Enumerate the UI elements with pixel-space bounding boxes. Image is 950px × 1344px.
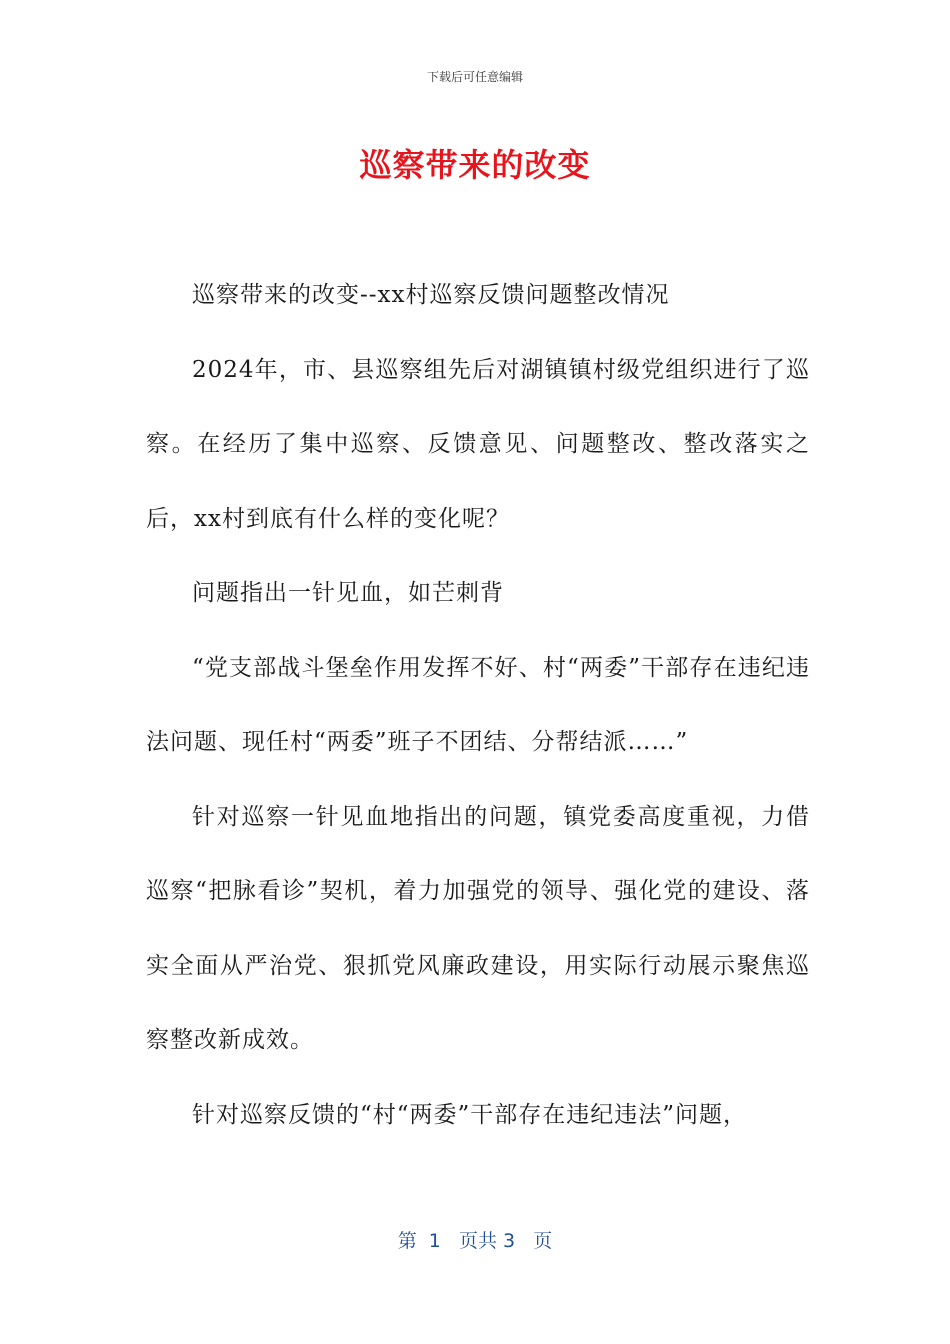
- paragraph-subtitle: 巡察带来的改变--xx村巡察反馈问题整改情况: [192, 282, 670, 308]
- document-title: 巡察带来的改变: [359, 146, 591, 184]
- paragraph-quote: “党支部战斗堡垒作用发挥不好、村“两委”干部存在违纪违法问题、现任村“两委”班子不团结、分帮结派……”: [146, 654, 810, 755]
- paragraph-response: 针对巡察一针见血地指出的问题，镇党委高度重视，力借巡察“把脉看诊”契机，着力加强党的领导、强化党的建设、落实全面从严治党、狠抓党风廉政建设，用实际行动展示聚焦巡察整改新成效。: [146, 803, 810, 1053]
- document-body: [146, 258, 810, 1152]
- paragraph-intro: 2024年，市、县巡察组先后对湖镇镇村级党组织进行了巡察。在经历了集中巡察、反馈意见、问题整改、整改落实之后，xx村到底有什么样的变化呢？: [146, 356, 810, 532]
- paragraph-continuation: 针对巡察反馈的“村“两委”干部存在违纪违法”问题，: [192, 1101, 748, 1128]
- page-number-footer: 第 1 页共 3 页: [397, 1230, 553, 1252]
- paragraph-section-heading: 问题指出一针见血，如芒刺背: [192, 580, 504, 606]
- header-note: 下载后可任意编辑: [426, 70, 523, 84]
